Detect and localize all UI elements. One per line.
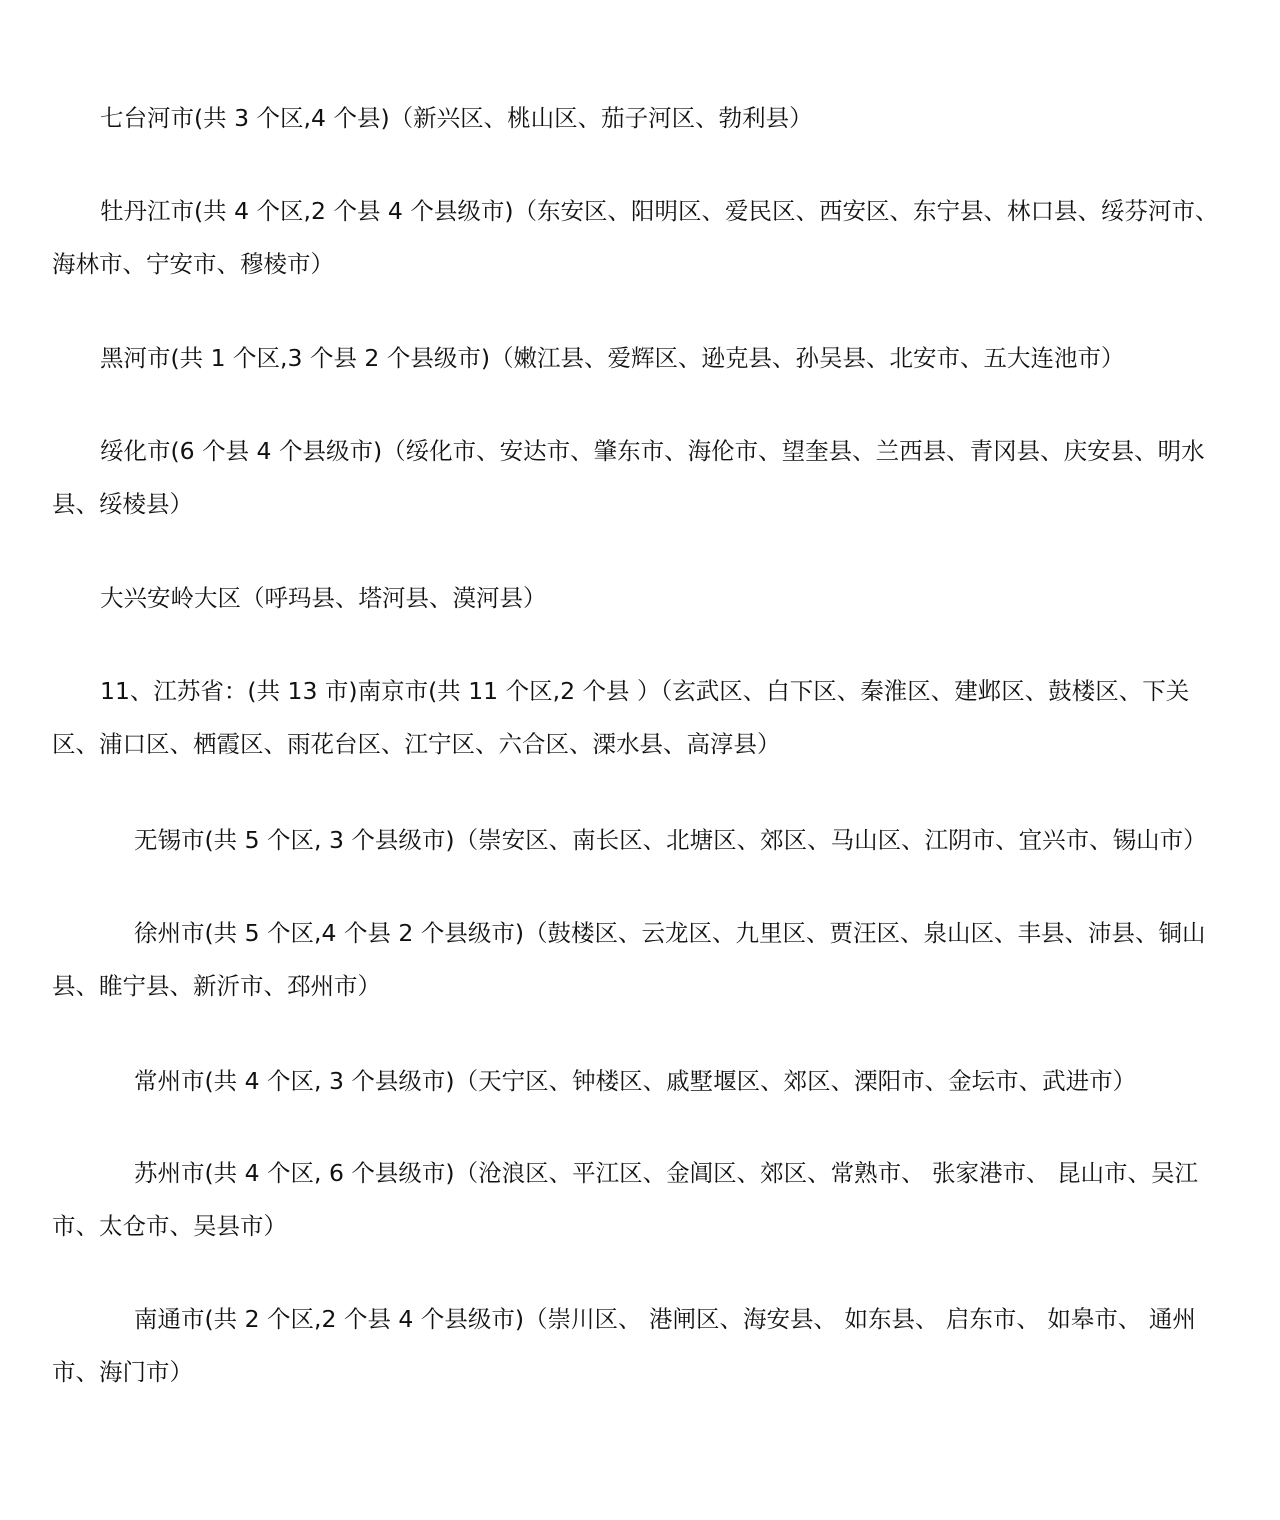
paragraph-changzhou: 常州市(共 4 个区, 3 个县级市)（天宁区、钟楼区、戚墅堰区、郊区、溧阳市、金坛市、武进市） — [134, 1067, 1137, 1095]
paragraph-xuzhou: 徐州市(共 5 个区,4 个县 2 个县级市)（鼓楼区、云龙区、九里区、贾汪区、泉山区、丰县、沛县、铜山县、睢宁县、新沂市、邳州市） — [52, 919, 1206, 1000]
paragraph-nantong: 南通市(共 2 个区,2 个县 4 个县级市)（崇川区、 港闸区、海安县、 如东县、 启东市、 如皋市、 通州市、海门市） — [52, 1305, 1196, 1386]
paragraph-suihua: 绥化市(6 个县 4 个县级市)（绥化市、安达市、肇东市、海伦市、望奎县、兰西县、青冈县、庆安县、明水县、绥棱县） — [52, 437, 1205, 518]
paragraph-suzhou: 苏州市(共 4 个区, 6 个县级市)（沧浪区、平江区、金阊区、郊区、常熟市、 张家港市、 昆山市、吴江市、太仓市、吴县市） — [52, 1159, 1199, 1240]
paragraph-heihe: 黑河市(共 1 个区,3 个县 2 个县级市)（嫩江县、爱辉区、逊克县、孙吴县、北安市、五大连池市） — [100, 344, 1125, 372]
paragraph-mudanjiang: 牡丹江市(共 4 个区,2 个县 4 个县级市)（东安区、阳明区、爱民区、西安区、东宁县、林口县、绥芬河市、海林市、宁安市、穆棱市） — [52, 197, 1219, 278]
paragraph-wuxi: 无锡市(共 5 个区, 3 个县级市)（崇安区、南长区、北塘区、郊区、马山区、江阴市、宜兴市、锡山市） — [134, 826, 1207, 854]
paragraph-daxinganling: 大兴安岭大区（呼玛县、塔河县、漠河县） — [100, 584, 547, 612]
paragraph-qitaihe: 七台河市(共 3 个区,4 个县)（新兴区、桃山区、茄子河区、勃利县） — [100, 104, 813, 132]
paragraph-jiangsu-nanjing: 11、江苏省：(共 13 市)南京市(共 11 个区,2 个县 ）（玄武区、白下区、秦淮区、建邺区、鼓楼区、下关区、浦口区、栖霞区、雨花台区、江宁区、六合区、溧水县、高淳县） — [52, 677, 1190, 758]
